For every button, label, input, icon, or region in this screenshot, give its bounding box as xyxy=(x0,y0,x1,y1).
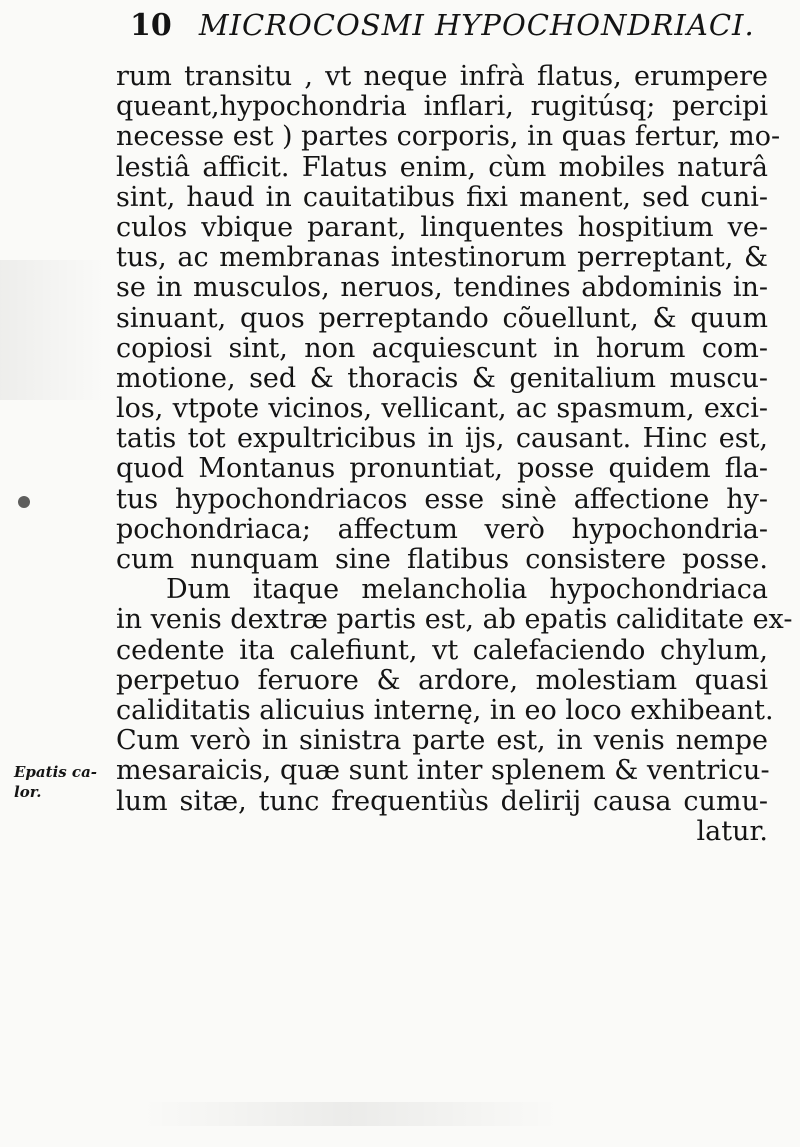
text-line: queant,hypochondria inflari, rugitúsq; percipi xyxy=(116,91,768,123)
text-line: perpetuo feruore & ardore, molestiam quasi xyxy=(116,664,768,696)
text-line: copiosi sint, non acquiescunt in horum com- xyxy=(116,332,768,364)
text-line: cum nunquam sine flatibus consistere posse. xyxy=(116,544,768,575)
text-line: necesse est ) partes corporis, in quas fertur, mo- xyxy=(116,121,781,153)
final-line: latur. xyxy=(696,815,768,847)
text-line: mesaraicis, quæ sunt inter splenem & ventricu- xyxy=(116,755,770,787)
text-line: los, vtpote vicinos, vellicant, ac spasmum, exci- xyxy=(116,393,768,425)
text-line: lum sitæ, tunc frequentiùs delirij causa cumu- xyxy=(116,785,768,817)
marginal-note-line: Epatis ca- xyxy=(14,763,98,781)
text-line: in venis dextræ partis est, ab epatis caliditate ex- xyxy=(116,604,793,636)
text-line: tus, ac membranas intestinorum perreptant, & xyxy=(116,242,768,274)
marginal-note xyxy=(14,762,114,802)
text-line: caliditatis alicuius internę, in eo loco exhibeant. xyxy=(116,694,774,726)
text-line: Cum verò in sinistra parte est, in venis nempe xyxy=(116,725,768,757)
text-line: sinuant, quos perreptando cõuellunt, & quum xyxy=(116,302,768,334)
page-number: 10 xyxy=(130,8,172,43)
ink-spot xyxy=(18,496,30,508)
text-line: pochondriaca; affectum verò hypochondria- xyxy=(116,513,768,545)
body-text xyxy=(116,61,793,847)
text-line: lestiâ afficit. Flatus enim, cùm mobiles naturâ xyxy=(116,151,768,183)
text-line: tus hypochondriacos esse sinè affectione hy- xyxy=(116,483,768,515)
text-line: culos vbique parant, linquentes hospitium ve- xyxy=(116,211,768,243)
marginal-note-line: lor. xyxy=(14,783,42,801)
text-line: cedente ita calefiunt, vt calefaciendo chylum, xyxy=(116,634,768,666)
page-header xyxy=(130,8,780,56)
bleed-through-footer xyxy=(140,1102,560,1126)
text-line: motione, sed & thoracis & genitalium muscu- xyxy=(116,362,768,394)
text-line: sint, haud in cauitatibus fixi manent, sed cuni- xyxy=(116,181,768,213)
text-line: rum transitu , vt neque infrà flatus, erumpere xyxy=(116,61,768,92)
text-line: se in musculos, neruos, tendines abdominis in- xyxy=(116,272,768,304)
text-line: quod Montanus pronuntiat, posse quidem fla- xyxy=(116,453,768,485)
paragraph-start-line: Dum itaque melancholia hypochondriaca xyxy=(166,574,768,606)
bleed-through-shadow xyxy=(0,260,105,400)
running-title: MICROCOSMI HYPOCHONDRIACI. xyxy=(198,8,755,42)
text-line: tatis tot expultricibus in ijs, causant. Hinc est, xyxy=(116,423,768,455)
